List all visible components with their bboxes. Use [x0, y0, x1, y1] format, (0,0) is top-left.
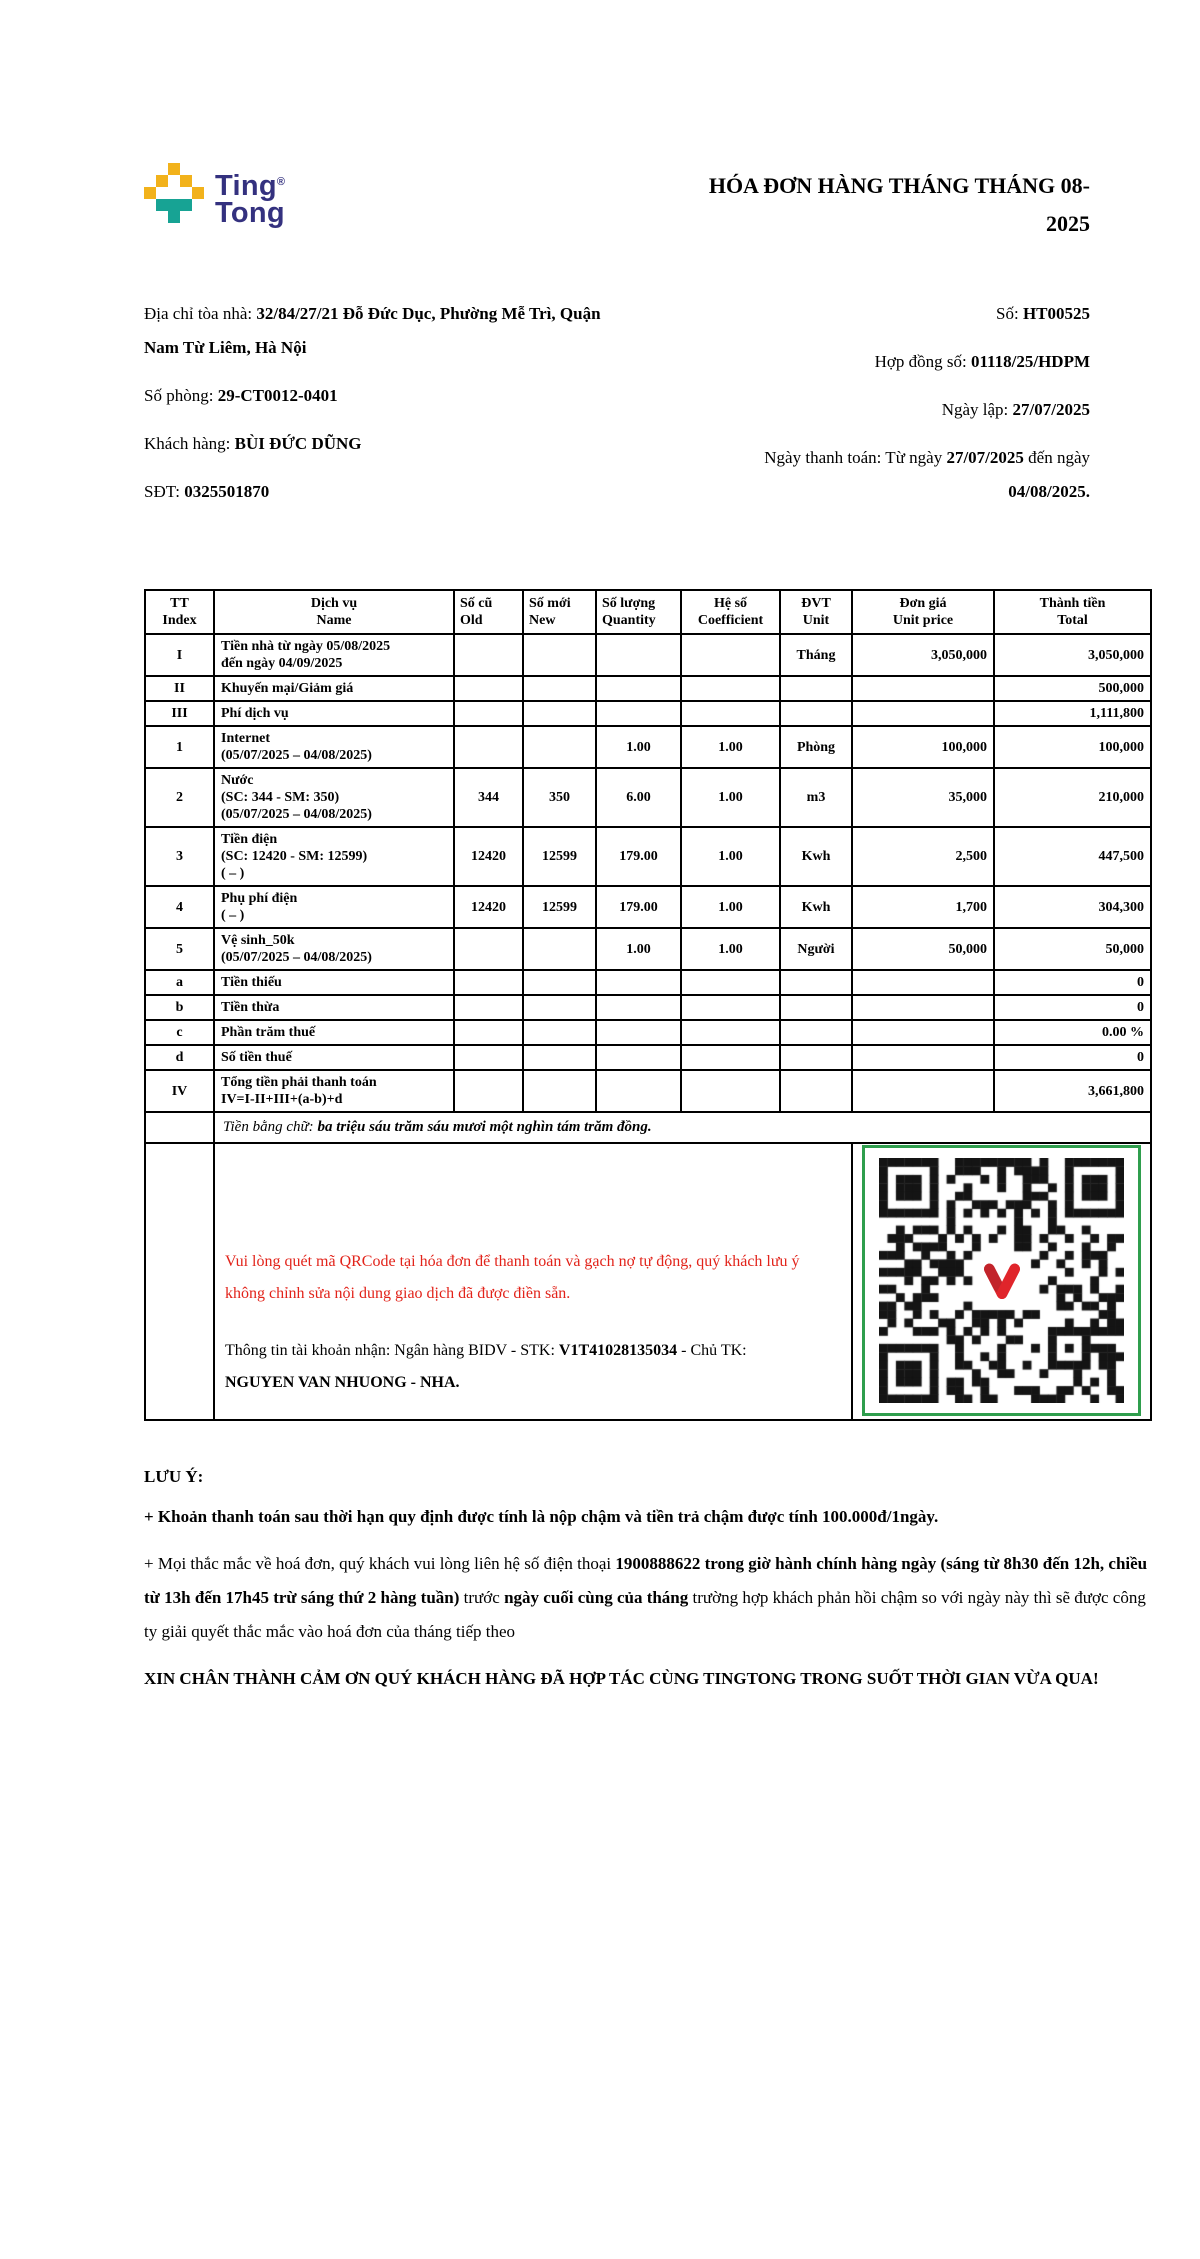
cell — [852, 970, 994, 995]
cell — [454, 701, 523, 726]
cell — [852, 1020, 994, 1045]
cell — [681, 1020, 780, 1045]
cell: Kwh — [780, 886, 852, 928]
cell: 350 — [523, 768, 596, 827]
column-header-coefficient — [681, 590, 780, 634]
cell: 1.00 — [596, 928, 681, 970]
cell: 1,111,800 — [994, 701, 1151, 726]
field-value: 27/07/2025 — [1012, 400, 1090, 419]
cell — [523, 726, 596, 768]
header-row — [145, 590, 1151, 634]
amount-in-words-text: ba triệu sáu trăm sáu mươi một nghìn tám trăm đồng. — [317, 1119, 652, 1135]
cell — [214, 676, 454, 701]
field-value: V1T41028135034 — [558, 1342, 678, 1359]
field-label: Số phòng: — [144, 386, 218, 405]
notes-heading: LƯU Ý: — [144, 1467, 204, 1486]
info-row-left — [144, 297, 636, 365]
info-row-left — [144, 379, 636, 413]
cell — [681, 634, 780, 676]
tingtong-logo — [144, 163, 285, 227]
charge-row-c — [145, 1020, 1151, 1045]
footer-notes — [144, 1467, 1152, 1696]
charges-table-header — [145, 590, 1151, 634]
cell: Người — [780, 928, 852, 970]
column-header-text: ĐVT — [801, 596, 831, 611]
bank-account-info — [225, 1335, 835, 1399]
cell: 12599 — [523, 827, 596, 886]
column-header-text: Thành tiền — [1039, 596, 1106, 611]
info-row-left — [144, 475, 636, 509]
column-header-index — [145, 590, 214, 634]
cell: m3 — [780, 768, 852, 827]
charge-row-II — [145, 676, 1151, 701]
cell: 4 — [145, 886, 214, 928]
service-name-line: Tiền thừa — [221, 1000, 280, 1015]
charge-row-4 — [145, 886, 1151, 928]
cell — [852, 1070, 994, 1112]
cell — [780, 1070, 852, 1112]
column-header-text: Dịch vụ — [310, 596, 358, 611]
cell — [214, 928, 454, 970]
service-name-line: Internet — [221, 731, 270, 746]
cell — [596, 634, 681, 676]
column-header-old — [454, 590, 523, 634]
cell — [681, 701, 780, 726]
cell — [681, 970, 780, 995]
cell: 2,500 — [852, 827, 994, 886]
field-label: Ngày lập: — [941, 400, 1013, 419]
cell — [214, 886, 454, 928]
cell — [214, 1070, 454, 1112]
cell: 179.00 — [596, 827, 681, 886]
cell — [523, 1045, 596, 1070]
thank-you-line: XIN CHÂN THÀNH CẢM ƠN QUÝ KHÁCH HÀNG ĐÃ HỢP TÁC CÙNG TINGTONG TRONG SUỐT THỜI GIAN VỪA QUA! — [144, 1669, 1099, 1688]
service-name-line: Phụ phí điện — [221, 891, 298, 906]
cell — [852, 995, 994, 1020]
info-row-right — [636, 297, 1090, 331]
column-header-text: Total — [1057, 613, 1088, 628]
field-value: 29-CT0012-0401 — [217, 386, 338, 405]
cell — [780, 995, 852, 1020]
cell — [214, 768, 454, 827]
cell — [780, 701, 852, 726]
field-value: NGUYEN VAN NHUONG - NHA. — [225, 1374, 460, 1391]
cell — [214, 726, 454, 768]
cell: 12599 — [523, 886, 596, 928]
customer-info — [144, 297, 636, 523]
qr-code-cell — [852, 1143, 1151, 1420]
cell: c — [145, 1020, 214, 1045]
cell: 50,000 — [852, 928, 994, 970]
column-header-text: Số cũ — [460, 596, 493, 611]
cell: Tháng — [780, 634, 852, 676]
cell: 1.00 — [681, 928, 780, 970]
field-label: đến ngày — [1023, 448, 1090, 467]
column-header-text: Hệ số — [713, 596, 748, 611]
cell — [523, 928, 596, 970]
cell: 3 — [145, 827, 214, 886]
field-value: 01118/25/HDPM — [971, 352, 1090, 371]
cell: Kwh — [780, 827, 852, 886]
cell: 6.00 — [596, 768, 681, 827]
field-value: 32/84/27/21 Đỗ Đức Dục, Phường Mễ Trì, Quận — [256, 304, 601, 323]
cell — [214, 970, 454, 995]
column-header-text: Old — [460, 613, 483, 628]
cell — [523, 970, 596, 995]
cell — [454, 970, 523, 995]
cell: 1.00 — [681, 768, 780, 827]
cell — [596, 995, 681, 1020]
service-name-line: đến ngày 04/09/2025 — [221, 656, 343, 671]
cell: II — [145, 676, 214, 701]
field-label: trường hợp khách phản hồi chậm so với ngày này thì sẽ được công ty giải quyết thắc mắc vào hoá đơn của tháng tiếp theo — [144, 1588, 1146, 1641]
column-header-text: Đơn giá — [899, 596, 947, 611]
service-name-line: Tổng tiền phải thanh toán — [221, 1075, 377, 1090]
cell — [852, 676, 994, 701]
invoice-meta — [144, 297, 1157, 523]
field-value: HT00525 — [1022, 304, 1090, 323]
invoice-title — [570, 163, 1090, 243]
cell — [454, 995, 523, 1020]
field-value: 27/07/2025 — [946, 448, 1024, 467]
logo-word-tong: Tong — [215, 197, 285, 229]
service-name-line: (05/07/2025 – 04/08/2025) — [221, 748, 372, 763]
field-label: + Mọi thắc mắc về hoá đơn, quý khách vui lòng liên hệ số điện thoại — [144, 1554, 616, 1573]
info-row-right — [636, 345, 1090, 379]
field-value: 1900888622 trong giờ hành chính hàng ngày (sáng từ 8h30 đến 12h, chiều từ 13h đến 17h45 trừ sáng thứ 2 hàng tuần) — [144, 1554, 1148, 1607]
cell: 500,000 — [994, 676, 1151, 701]
field-label: - Chủ TK: — [677, 1342, 747, 1359]
cell: 3,050,000 — [852, 634, 994, 676]
column-header-quantity — [596, 590, 681, 634]
cell — [214, 1020, 454, 1045]
empty-cell — [145, 1112, 214, 1143]
cell: 0.00 % — [994, 1020, 1151, 1045]
column-header-text: Unit — [802, 613, 830, 628]
amount-in-words-row — [145, 1112, 1151, 1143]
cell: 0 — [994, 995, 1151, 1020]
service-name-line: Vệ sinh_50k — [221, 933, 295, 948]
charge-row-a — [145, 970, 1151, 995]
service-name-line: (SC: 344 - SM: 350) — [221, 790, 340, 805]
cell — [780, 970, 852, 995]
cell — [681, 1070, 780, 1112]
charge-row-5 — [145, 928, 1151, 970]
field-label: Thông tin tài khoản nhận: Ngân hàng BIDV - STK: — [225, 1342, 559, 1359]
cell — [214, 701, 454, 726]
cell: 344 — [454, 768, 523, 827]
column-header-unit — [780, 590, 852, 634]
qr-code — [862, 1145, 1141, 1416]
service-name-line: Tiền nhà từ ngày 05/08/2025 — [221, 639, 391, 654]
invoice-title-line1: HÓA ĐƠN HÀNG THÁNG THÁNG 08- — [708, 173, 1090, 198]
info-row-right — [636, 441, 1090, 509]
cell: 210,000 — [994, 768, 1151, 827]
cell: 100,000 — [994, 726, 1151, 768]
cell: 100,000 — [852, 726, 994, 768]
cell — [454, 1045, 523, 1070]
cell — [454, 1070, 523, 1112]
column-header-text: Số lượng — [602, 596, 656, 611]
cell: 35,000 — [852, 768, 994, 827]
cell — [454, 1020, 523, 1045]
cell — [780, 1045, 852, 1070]
cell — [214, 634, 454, 676]
empty-cell — [145, 1143, 214, 1420]
cell — [596, 701, 681, 726]
charge-row-d — [145, 1045, 1151, 1070]
cell — [523, 634, 596, 676]
column-header-text: Coefficient — [697, 613, 764, 628]
cell: b — [145, 995, 214, 1020]
service-name-line: Nước — [221, 773, 254, 788]
field-value: BÙI ĐỨC DŨNG — [234, 434, 362, 453]
service-name-line: (SC: 12420 - SM: 12599) — [221, 849, 368, 864]
invoice-numbers — [636, 297, 1090, 523]
cell: Phòng — [780, 726, 852, 768]
info-row-right — [636, 393, 1090, 427]
cell — [454, 676, 523, 701]
service-name-line: Phí dịch vụ — [221, 706, 289, 721]
cell — [780, 676, 852, 701]
service-name-line: ( – ) — [221, 866, 245, 881]
cell — [214, 995, 454, 1020]
service-name-line: Phần trăm thuế — [221, 1025, 316, 1040]
cell: III — [145, 701, 214, 726]
field-value: ngày cuối cùng của tháng — [504, 1588, 689, 1607]
cell — [454, 928, 523, 970]
cell — [214, 1045, 454, 1070]
invoice-header — [144, 163, 1157, 243]
cell: 304,300 — [994, 886, 1151, 928]
column-header-total — [994, 590, 1151, 634]
column-header-text: Index — [162, 613, 197, 628]
column-header-text: TT — [170, 596, 189, 611]
notes-paragraphs — [144, 1500, 1152, 1649]
tingtong-logo-icon — [144, 163, 204, 223]
service-name-line: (05/07/2025 – 04/08/2025) — [221, 807, 372, 822]
cell: 2 — [145, 768, 214, 827]
column-header-text: Unit price — [892, 613, 954, 628]
field-label: trước — [459, 1588, 505, 1607]
cell — [454, 726, 523, 768]
field-label: Ngày thanh toán: Từ ngày — [764, 448, 947, 467]
cell — [681, 1045, 780, 1070]
charge-row-3 — [145, 827, 1151, 886]
cell — [852, 701, 994, 726]
charges-table — [144, 589, 1152, 1421]
column-header-text: Số mới — [529, 596, 571, 611]
field-value: + Khoản thanh toán sau thời hạn quy định được tính là nộp chậm và tiền trả chậm được tính 100.000đ/1ngày. — [144, 1507, 939, 1526]
column-header-new — [523, 590, 596, 634]
column-header-text: Name — [316, 613, 352, 628]
cell — [523, 1070, 596, 1112]
cell — [523, 701, 596, 726]
field-label: SĐT: — [144, 482, 185, 501]
cell: 3,661,800 — [994, 1070, 1151, 1112]
cell: 1.00 — [596, 726, 681, 768]
qr-warning-text: Vui lòng quét mã QRCode tại hóa đơn để thanh toán và gạch nợ tự động, quý khách lưu ý không chỉnh sửa nội dung giao dịch đã được điền sẵn. — [225, 1253, 800, 1302]
charge-row-2 — [145, 768, 1151, 827]
info-row-left — [144, 427, 636, 461]
charge-row-I — [145, 634, 1151, 676]
service-name-line: ( – ) — [221, 908, 245, 923]
note-paragraph — [144, 1500, 1152, 1534]
service-name-line: IV=I-II+III+(a-b)+d — [221, 1092, 343, 1107]
cell — [596, 1070, 681, 1112]
invoice-title-line2: 2025 — [1046, 211, 1090, 236]
column-header-text: New — [529, 613, 556, 628]
tingtong-logo-text — [215, 163, 285, 227]
service-name-line: Tiền thiếu — [221, 975, 282, 990]
cell: a — [145, 970, 214, 995]
charge-row-1 — [145, 726, 1151, 768]
cell — [852, 1045, 994, 1070]
cell: 5 — [145, 928, 214, 970]
service-name-line: Số tiền thuế — [221, 1050, 292, 1065]
registered-mark-icon: ® — [276, 176, 286, 188]
amount-in-words — [214, 1112, 1151, 1143]
payment-instructions — [214, 1143, 852, 1420]
cell — [596, 1045, 681, 1070]
cell: 1.00 — [681, 726, 780, 768]
cell: 1,700 — [852, 886, 994, 928]
cell: 3,050,000 — [994, 634, 1151, 676]
vnpay-v-icon — [977, 1258, 1027, 1304]
cell: 0 — [994, 1045, 1151, 1070]
cell — [523, 995, 596, 1020]
logo-word-ting: Ting — [215, 170, 277, 202]
service-name-line: Tiền điện — [221, 832, 278, 847]
cell — [214, 827, 454, 886]
field-label: Địa chỉ tòa nhà: — [144, 304, 257, 323]
cell: I — [145, 634, 214, 676]
payment-qr-row — [145, 1143, 1151, 1420]
cell: 50,000 — [994, 928, 1151, 970]
field-value: Nam Từ Liêm, Hà Nội — [144, 338, 307, 357]
cell: 447,500 — [994, 827, 1151, 886]
cell: IV — [145, 1070, 214, 1112]
field-label: Khách hàng: — [144, 434, 235, 453]
charge-row-III — [145, 701, 1151, 726]
cell: 0 — [994, 970, 1151, 995]
cell — [681, 676, 780, 701]
charge-row-b — [145, 995, 1151, 1020]
cell: 12420 — [454, 886, 523, 928]
charge-row-IV — [145, 1070, 1151, 1112]
note-paragraph — [144, 1547, 1152, 1649]
cell — [596, 676, 681, 701]
field-label: Số: — [996, 304, 1023, 323]
cell: 1.00 — [681, 827, 780, 886]
cell — [681, 995, 780, 1020]
cell: d — [145, 1045, 214, 1070]
column-header-unit-price — [852, 590, 994, 634]
field-value: 0325501870 — [184, 482, 270, 501]
cell — [454, 634, 523, 676]
amount-in-words-text: Tiền bằng chữ: — [223, 1119, 318, 1135]
service-name-line: (05/07/2025 – 04/08/2025) — [221, 950, 372, 965]
field-value: 04/08/2025. — [1008, 482, 1090, 501]
cell: 1 — [145, 726, 214, 768]
cell — [780, 1020, 852, 1045]
cell: 179.00 — [596, 886, 681, 928]
cell: 1.00 — [681, 886, 780, 928]
cell — [523, 676, 596, 701]
field-label: Hợp đồng số: — [874, 352, 971, 371]
cell: 12420 — [454, 827, 523, 886]
cell — [596, 1020, 681, 1045]
column-header-name — [214, 590, 454, 634]
column-header-text: Quantity — [602, 613, 656, 628]
service-name-line: Khuyến mại/Giảm giá — [221, 681, 354, 696]
cell — [596, 970, 681, 995]
cell — [523, 1020, 596, 1045]
